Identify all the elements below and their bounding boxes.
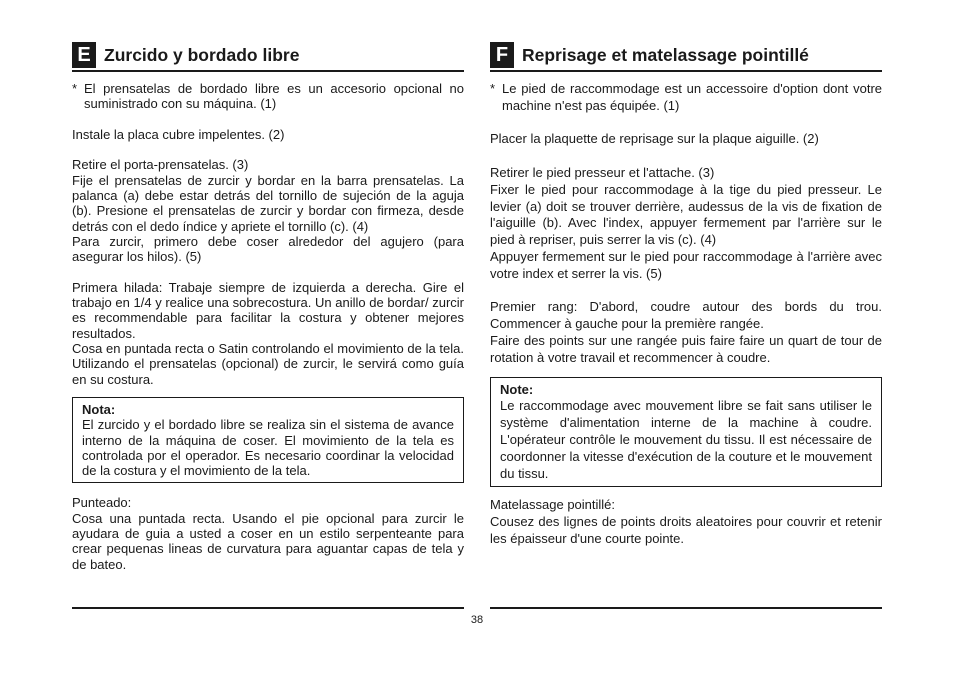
asterisk-mark: * bbox=[490, 81, 496, 96]
optional-accessory-note bbox=[490, 81, 882, 115]
stippling-heading: Matelassage pointillé: bbox=[490, 497, 616, 513]
note-text: Le raccommodage avec mouvement libre se fait sans utiliser le système d'alimentation interne de la machine à coudre. L'opérateur contrôle le mouvement du tissu. Il est nécessaire de coordonner la vitesse d'exécution de la couture et le mouvement du tissu. bbox=[500, 398, 872, 481]
section-f bbox=[490, 40, 882, 548]
step-attach-foot: Fixer le pied pour raccommodage à la tige du pied presseur. Le levier (a) doit se trouver derrière, audessus de la vis de fixation de l'aiguille (b). Avec l'index, appuyer fermement par l'arrière sur le pied à repriser, puis serrer la vis (c). (4) bbox=[490, 181, 882, 248]
stippling-text: Cousez des lignes de points droits aleatoires pour couvrir et retenir les épaisseur d'une courte pointe. bbox=[490, 514, 882, 546]
step-first-row: Premier rang: D'abord, coudre autour des bords du trou. Commencer à gauche pour la première rangée. bbox=[490, 299, 882, 332]
step-attach-foot: Fije el prensatelas de zurcir y bordar en la barra prensatelas. La palanca (a) debe estar detrás del tornillo de sujeción de la aguja (b). Presione el prensatelas de zurcir y bordar con firmeza, desde detrás con el dedo índice y apriete el tornillo (c). (4) bbox=[72, 172, 464, 234]
section-f-header bbox=[490, 40, 882, 72]
step-darning-plate: Placer la plaquette de reprisage sur la plaque aiguille. (2) bbox=[490, 131, 819, 147]
step-sew-around-hole: Para zurcir, primero debe coser alrededor del agujero (para asegurar los hilos). (5) bbox=[72, 233, 464, 265]
step-press-foot: Appuyer fermement sur le pied pour raccommodage à l'arrière avec votre index et serrer la vis. (5) bbox=[490, 248, 882, 281]
note-title: Nota: bbox=[82, 401, 116, 417]
section-e-header bbox=[72, 40, 464, 72]
section-f-title: Reprisage et matelassage pointillé bbox=[522, 45, 809, 65]
asterisk-mark: * bbox=[72, 81, 78, 96]
step-remove-holder: Retire el porta-prensatelas. (3) bbox=[72, 157, 249, 173]
step-cover-plate: Instale la placa cubre impelentes. (2) bbox=[72, 126, 285, 142]
section-e-body bbox=[72, 81, 464, 572]
section-f-body bbox=[490, 81, 882, 548]
note-text: El zurcido y el bordado libre se realiza sin el sistema de avance interno de la máquina de coser. El movimiento de la tela es controlada por el operador. Es necesario coordinar la velocidad de la costura y el movimiento de la tela. bbox=[82, 417, 454, 479]
section-e bbox=[72, 40, 464, 572]
stippling-text: Cosa una puntada recta. Usando el pie opcional para zurcir le ayudara de guia a usted a coser en un estilo serpenteante para crear pequenas lineas de curvatura para aguantar capas de tela y de bateo. bbox=[72, 510, 464, 572]
step-remove-foot: Retirer le pied presseur et l'attache. (3) bbox=[490, 164, 715, 180]
note-title: Note: bbox=[500, 381, 534, 397]
optional-accessory-text: El prensatelas de bordado libre es un accesorio opcional no suministrado con su máquina. (1) bbox=[84, 81, 464, 112]
footer-rule-right bbox=[490, 607, 882, 609]
stippling-heading: Punteado: bbox=[72, 495, 132, 511]
section-e-title: Zurcido y bordado libre bbox=[104, 45, 300, 65]
optional-accessory-note bbox=[72, 81, 464, 112]
note-box bbox=[490, 377, 882, 488]
note-box bbox=[72, 397, 464, 483]
section-e-badge: E bbox=[72, 42, 96, 68]
step-first-row: Primera hilada: Trabaje siempre de izquierda a derecha. Gire el trabajo en 1/4 y realice una sobrecostura. Un anillo de bordar/ zurcir es recommendable para facilitar la costura y obtener mejores resultados. bbox=[72, 279, 464, 341]
step-rotate-work: Faire des points sur une rangée puis faire faire un quart de tour de rotation à votre travail et recommencer à coudre. bbox=[490, 332, 882, 365]
optional-accessory-text: Le pied de raccommodage est un accessoire d'option dont votre machine n'est pas équipée. (1) bbox=[502, 81, 882, 113]
footer-rule-left bbox=[72, 607, 464, 609]
page-number: 38 bbox=[470, 614, 484, 626]
step-control-fabric: Cosa en puntada recta o Satin controlando el movimiento de la tela. Utilizando el prensatelas (opcional) de zurcir, le servirá como guía en su costura. bbox=[72, 341, 464, 387]
section-f-badge: F bbox=[490, 42, 514, 68]
